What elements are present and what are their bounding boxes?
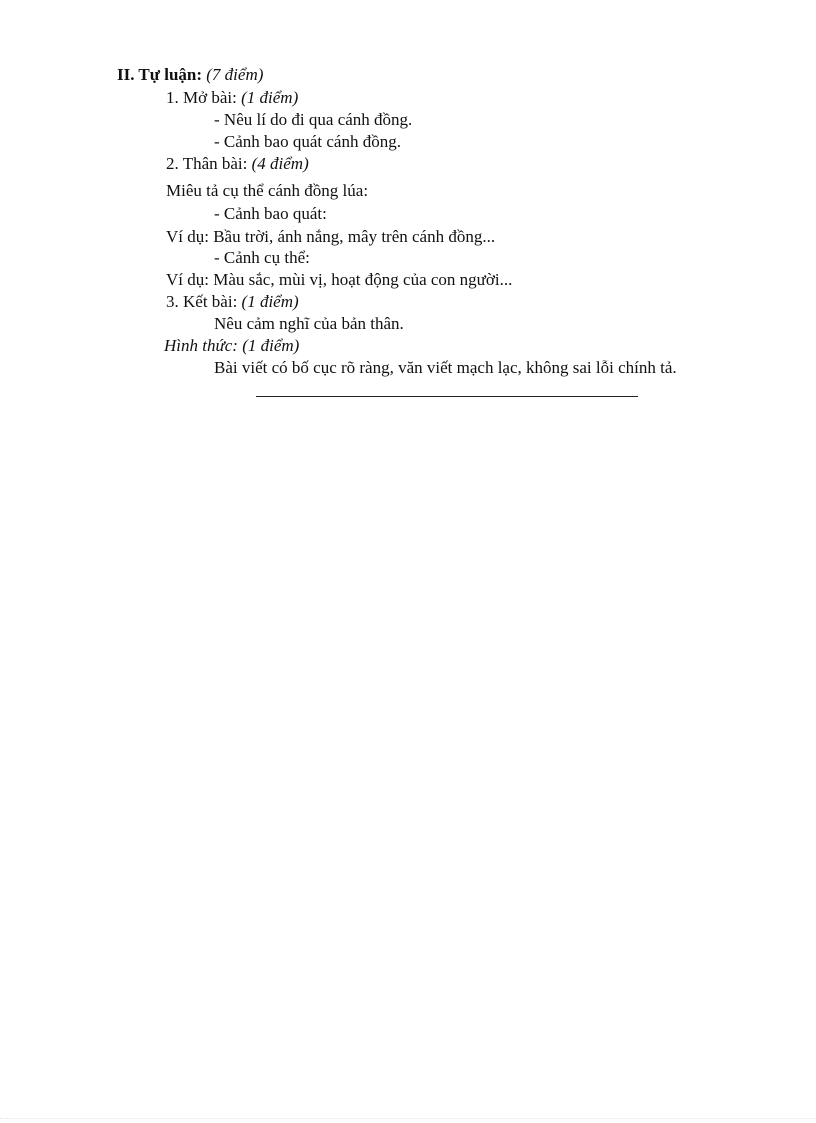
- conclusion-label: 3. Kết bài:: [166, 292, 238, 311]
- intro-bullet-1: - Nêu lí do đi qua cánh đồng.: [214, 110, 413, 129]
- intro-label: 1. Mở bài:: [166, 88, 237, 107]
- intro-heading-line: [166, 87, 298, 109]
- section-points: (7 điểm): [206, 65, 264, 84]
- page-bottom-border: [0, 1118, 816, 1119]
- form-text: Bài viết có bố cục rõ ràng, văn viết mạch lạc, không sai lỗi chính tả.: [214, 358, 677, 377]
- overview-example: Ví dụ: Bầu trời, ánh nắng, mây trên cánh đồng...: [166, 227, 496, 246]
- conclusion-text: Nêu cảm nghĩ của bản thân.: [214, 314, 404, 333]
- section-heading: II. Tự luận:: [117, 65, 203, 84]
- body-points: (4 điểm): [251, 154, 309, 173]
- conclusion-heading-line: [166, 291, 299, 313]
- overview-bullet: - Cảnh bao quát:: [214, 204, 327, 223]
- intro-points: (1 điểm): [241, 88, 299, 107]
- body-label: 2. Thân bài:: [166, 154, 248, 173]
- body-description: Miêu tả cụ thể cánh đồng lúa:: [166, 181, 369, 200]
- detail-example: Ví dụ: Màu sắc, mùi vị, hoạt động của con người...: [166, 270, 513, 289]
- intro-bullet-2: - Cảnh bao quát cánh đồng.: [214, 132, 401, 151]
- body-heading-line: [166, 153, 309, 175]
- form-label: Hình thức: (1 điểm): [164, 336, 300, 355]
- detail-bullet: - Cảnh cụ thể:: [214, 248, 310, 267]
- conclusion-points: (1 điểm): [241, 292, 299, 311]
- end-divider: [256, 396, 638, 397]
- section-heading-line: [117, 64, 263, 86]
